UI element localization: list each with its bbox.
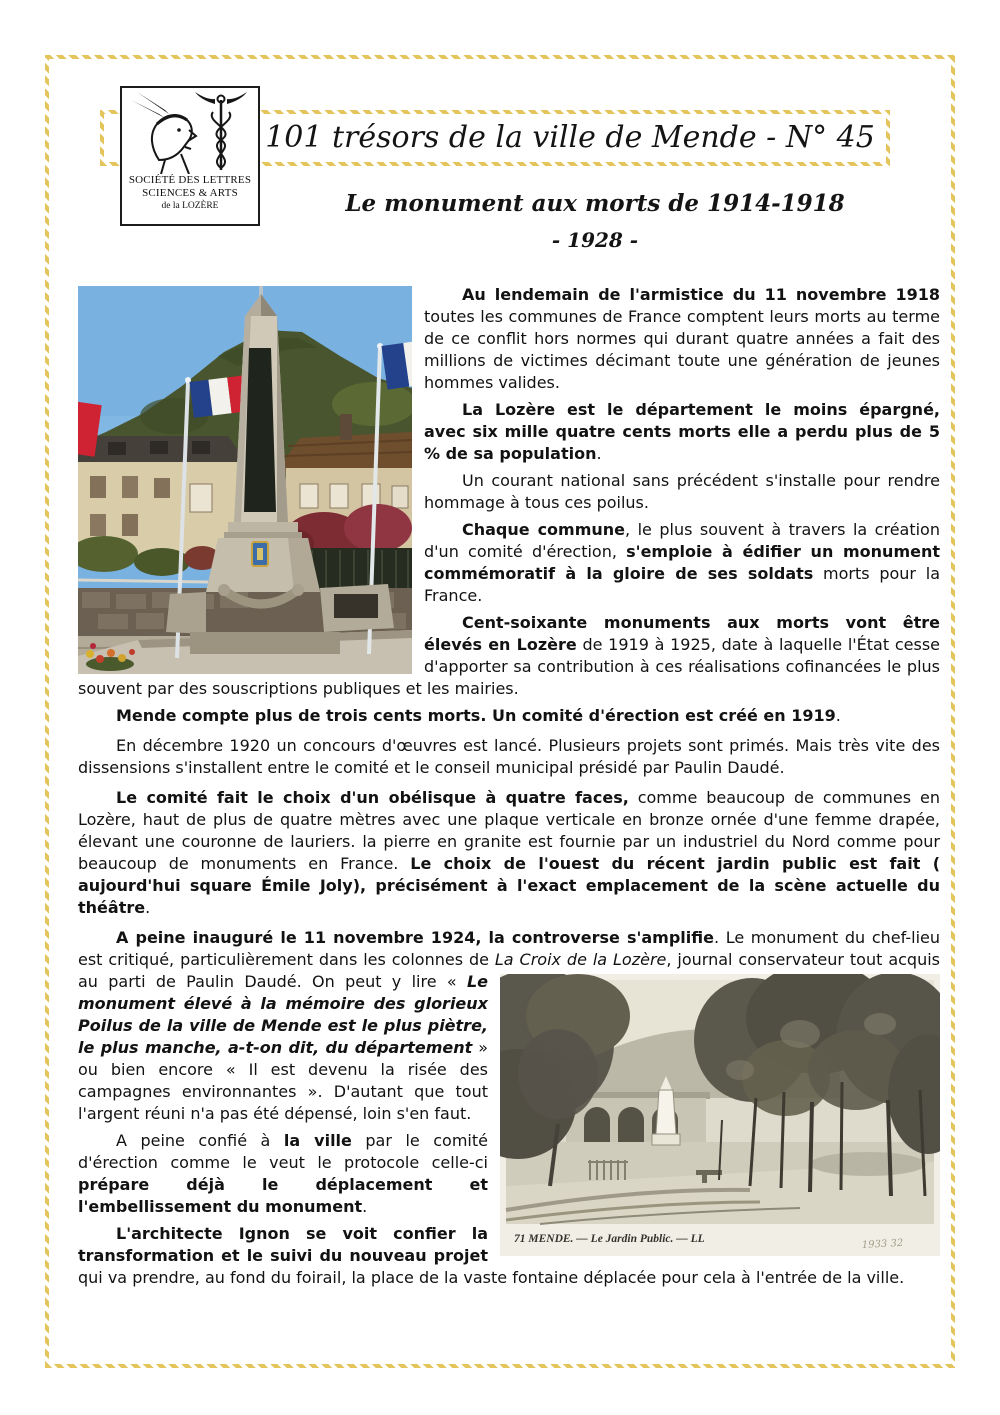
text-segment: conservateur tout acquis au parti de Paulin Daudé. On peut y lire « xyxy=(78,950,940,991)
postcard-photo-art xyxy=(500,974,940,1256)
postcard-photo xyxy=(500,974,940,1256)
text-segment: Chaque commune xyxy=(462,520,626,539)
paragraph-concours xyxy=(78,735,940,779)
text-segment: qui va prendre, au fond du foirail, la place de la vaste fontaine déplacée pour cela à l'entrée de la ville. xyxy=(78,1268,905,1287)
mercury-caduceus-icon xyxy=(125,90,255,174)
text-segment: Le monument élevé à la mémoire des glorieux Poilus de la ville de Mende est le plus piètre, le plus manche, a-t-on dit, du département xyxy=(78,972,488,1057)
text-segment: L'architecte Ignon se voit confier la transformation et le suivi du nouveau projet xyxy=(78,1224,488,1265)
text-segment: . Le monument du chef-lieu est critiqué, particulièrement dans les colonnes de xyxy=(78,928,941,969)
text-segment: Un courant national sans précédent s'installe pour rendre hommage à tous ces poilus. xyxy=(424,471,940,512)
text-segment: Mende compte plus de trois cents morts. Un comité d'érection est créé en 1919 xyxy=(116,706,836,725)
text-segment: . xyxy=(145,898,151,917)
text-segment: Cent-soixante monuments aux morts vont être élevés en Lozère xyxy=(424,613,940,654)
logo-text-line3: de la LOZÈRE xyxy=(161,201,219,211)
date-line: - 1928 - xyxy=(551,228,639,252)
monument-photo-art xyxy=(78,286,412,674)
paragraph-obelisque xyxy=(78,787,940,919)
text-segment: La Lozère est le département le moins épargné, avec six mille quatre cents morts elle a perdu plus de 5 % de sa population xyxy=(424,400,940,463)
page-title: 101 trésors de la ville de Mende - N° 45 xyxy=(265,120,875,155)
text-segment: , le plus souvent à travers la création d'un comité d'érection, xyxy=(424,520,940,561)
postcard-caption: 71 MENDE. — Le Jardin Public. — LL xyxy=(514,1233,705,1245)
article-subtitle: Le monument aux morts de 1914-1918 xyxy=(345,190,845,217)
text-segment: A peine confié à xyxy=(116,1131,284,1150)
text-segment: . xyxy=(835,706,841,725)
text-segment: Au lendemain de l'armistice du 11 novembre 1918 xyxy=(462,285,940,304)
text-segment: . xyxy=(362,1197,368,1216)
text-segment: de 1919 à 1925, date à laquelle l'État cesse d'apporter sa contribution à ces réalisations cofinancées le plus souvent par des souscriptions publiques et les mairies. xyxy=(78,635,940,698)
text-segment: la ville xyxy=(283,1131,352,1150)
text-segment: toutes les communes de France comptent leurs morts au terme de ce conflit hors normes qui durant quatre années a fait des millions de victimes décimant toute une génération de jeunes hommes valides. xyxy=(424,307,940,392)
postcard-handwriting: 1933 32 xyxy=(861,1237,904,1251)
text-segment: comme beaucoup de communes en Lozère, haut de plus de quatre mètres avec une plaque verticale en bronze ornée d'une femme drapée, élevant une couronne de lauriers. la pierre en granite est fournie par un industriel du Nord comme pour beaucoup de monuments en France. xyxy=(78,788,940,873)
text-segment: prépare déjà le déplacement et l'embellissement du monument xyxy=(78,1175,488,1216)
text-segment: En décembre 1920 un concours d'œuvres est lancé. Plusieurs projets sont primés. Mais très vite des dissensions s'installent entre le comité et le conseil municipal présidé par Paulin Daudé. xyxy=(78,736,940,777)
text-segment: Le choix de l'ouest du récent jardin public est fait ( aujourd'hui square Émile Joly), précisément à l'exact emplacement de la scène actuelle du théâtre xyxy=(78,854,940,917)
text-segment: » ou bien encore « Il est devenu la risée des campagnes environnantes ». D'autant que tout l'argent réuni n'a pas été dépensé, loin s'en faut. xyxy=(78,1038,489,1123)
monument-photo xyxy=(78,286,412,674)
text-segment: La Croix de la Lozère xyxy=(494,950,667,969)
paragraph-mende-morts xyxy=(78,705,940,727)
text-segment: par le comité d'érection comme le veut le protocole celle-ci xyxy=(78,1131,488,1172)
logo-text-line2: SCIENCES & ARTS xyxy=(142,186,238,199)
text-segment: morts pour la France. xyxy=(424,564,941,605)
text-segment: . xyxy=(596,444,602,463)
text-segment: s'emploie à édifier un monument commémoratif à la gloire de ses soldats xyxy=(424,542,941,583)
logo-text-line1: SOCIÉTÉ DES LETTRES xyxy=(128,174,252,186)
text-segment: , journal xyxy=(666,950,733,969)
text-segment: A peine inauguré le 11 novembre 1924, la controverse s'amplifie xyxy=(116,928,714,947)
article-body xyxy=(78,284,940,1294)
text-segment: Le comité fait le choix d'un obélisque à quatre faces, xyxy=(116,788,629,807)
society-logo xyxy=(120,86,260,226)
